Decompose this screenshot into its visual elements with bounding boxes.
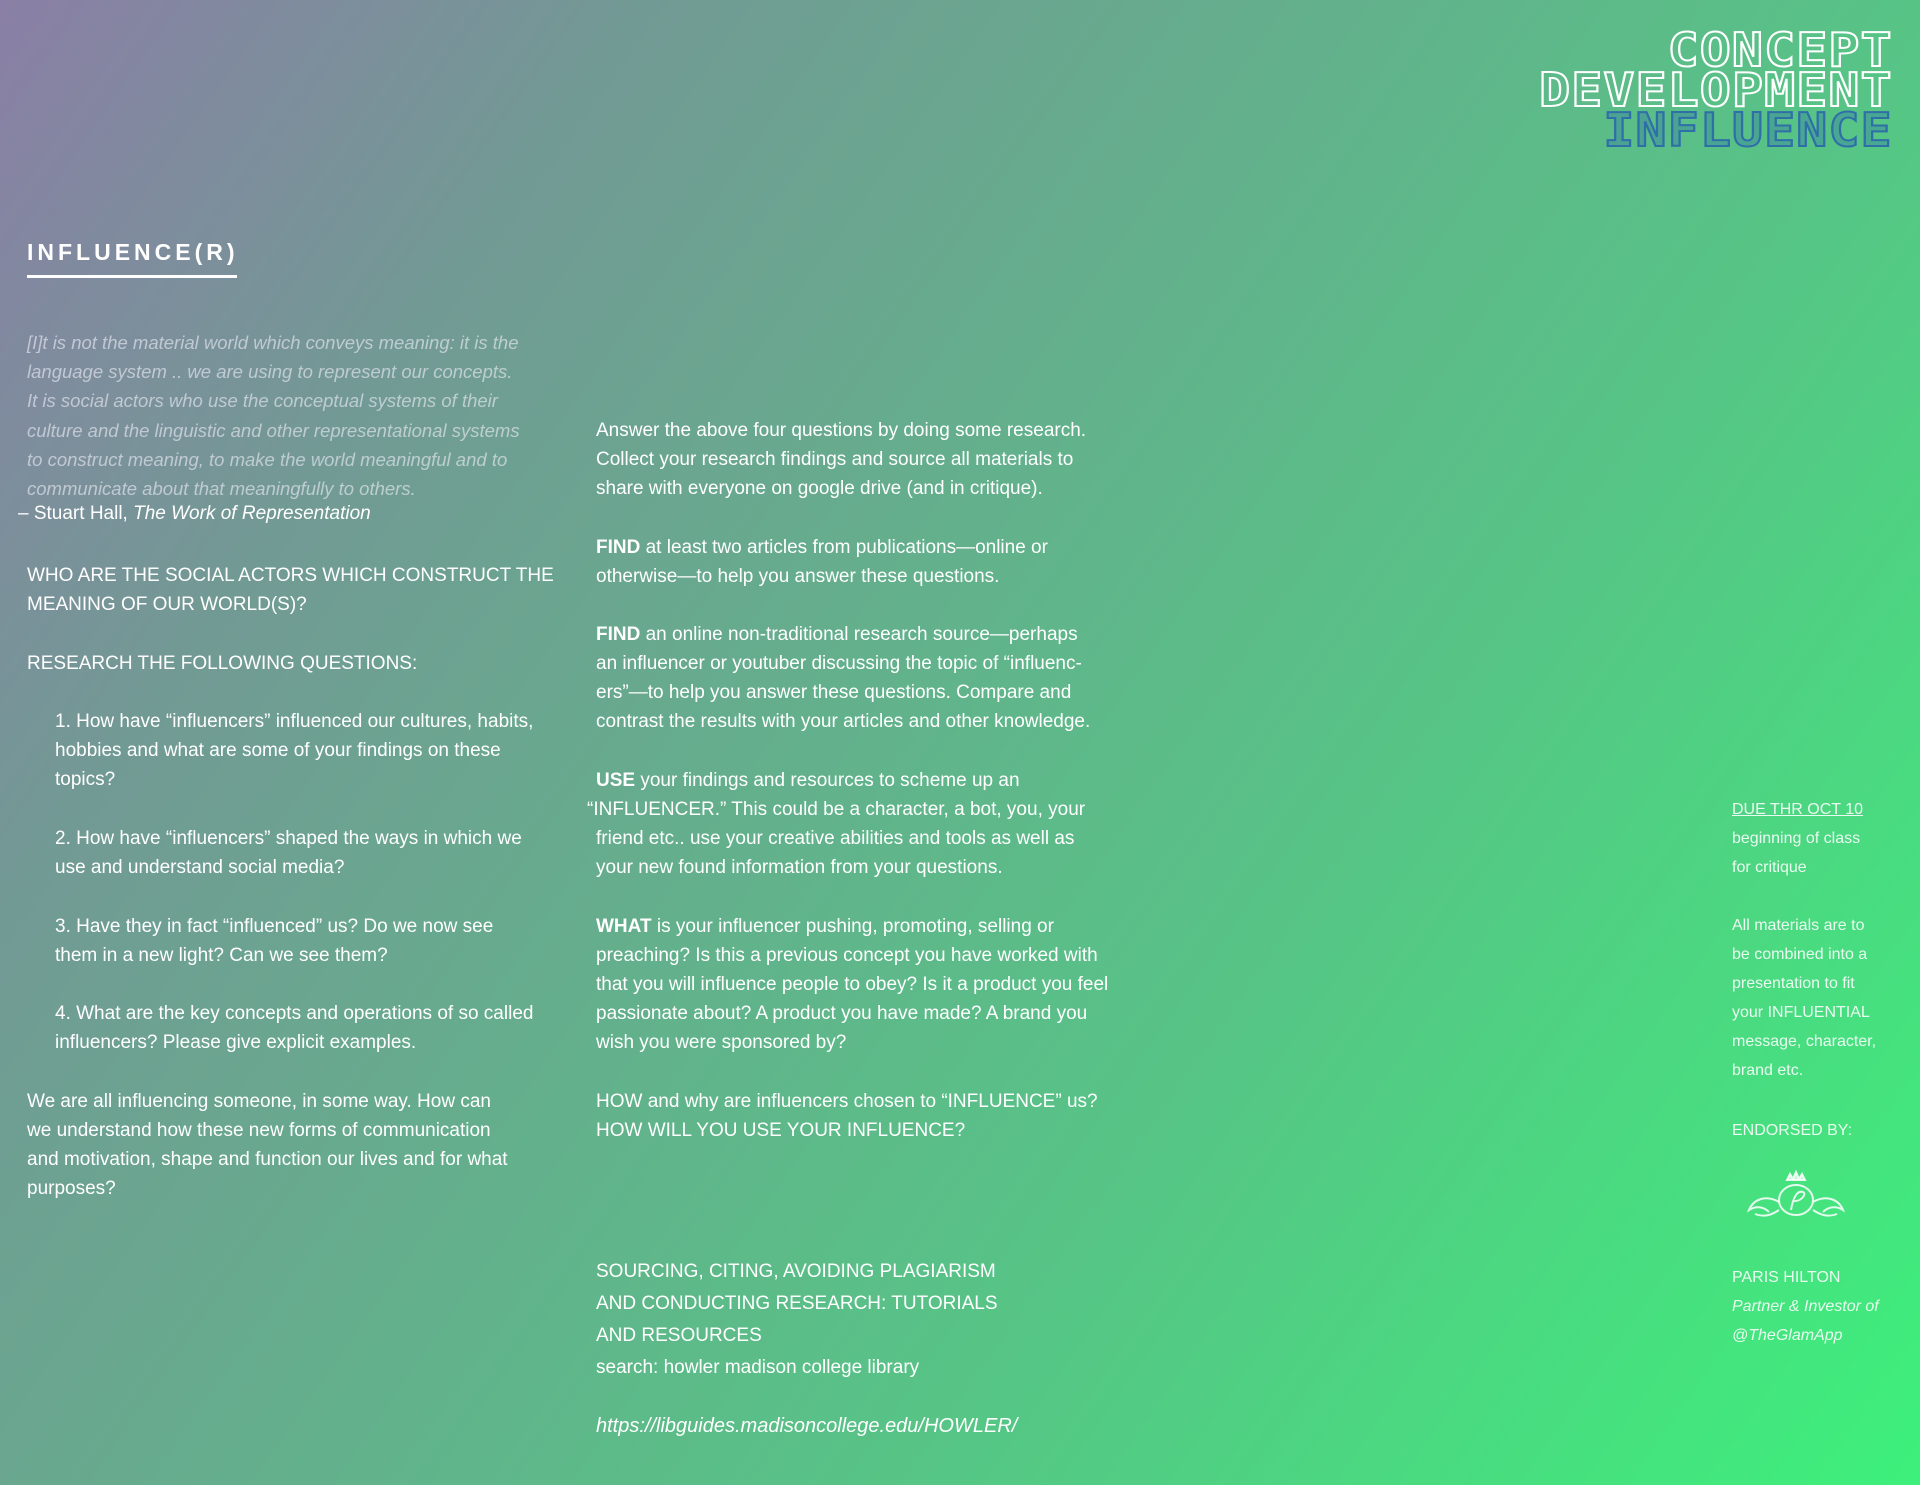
quote-attribution xyxy=(18,503,371,525)
closing-line: we understand how these new forms of communication xyxy=(27,1120,491,1141)
find-keyword: FIND xyxy=(596,537,641,558)
closing-line: and motivation, shape and function our lives and for what xyxy=(27,1149,508,1170)
sourcing-line: AND RESOURCES xyxy=(596,1325,762,1346)
how-paragraph xyxy=(596,1087,1156,1145)
title-influence: INFLUENCE xyxy=(1603,103,1893,157)
endorser-block xyxy=(1732,1263,1907,1350)
what-keyword: WHAT xyxy=(596,916,652,937)
paragraph-line: preaching? Is this a previous concept you have worked with xyxy=(596,945,1098,966)
paragraph-line: that you will influence people to obey? Is it a product you feel xyxy=(596,974,1109,995)
paragraph-line: contrast the results with your articles and other knowledge. xyxy=(596,711,1091,732)
use-paragraph xyxy=(587,766,1156,882)
endorsed-label: ENDORSED BY: xyxy=(1732,1122,1853,1139)
title-block xyxy=(1539,23,1893,157)
question-line: hobbies and what are some of your findings on these xyxy=(55,740,501,761)
question-2 xyxy=(55,824,575,882)
paragraph-line: otherwise—to help you answer these questions. xyxy=(596,566,1000,587)
crown-monogram-icon xyxy=(1735,1170,1855,1230)
question-line: them in a new light? Can we see them? xyxy=(55,945,388,966)
materials-note xyxy=(1732,911,1907,1085)
intro-line: Collect your research findings and source all materials to xyxy=(596,449,1074,470)
sourcing-heading xyxy=(596,1256,1156,1384)
search-hint: search: howler madison college library xyxy=(596,1357,920,1378)
endorser-handle: @TheGlamApp xyxy=(1732,1327,1843,1344)
paragraph-line: “INFLUENCER.” This could be a character, a bot, you, your xyxy=(587,799,1086,820)
due-detail-line: for critique xyxy=(1732,859,1807,876)
due-date: DUE THR OCT 10 xyxy=(1732,801,1863,818)
materials-line: All materials are to xyxy=(1732,917,1865,934)
paragraph-line: friend etc.. use your creative abilities and tools as well as xyxy=(596,828,1075,849)
paragraph-line: HOW WILL YOU USE YOUR INFLUENCE? xyxy=(596,1120,966,1141)
question-line: 2. How have “influencers” shaped the ways in which we xyxy=(55,828,522,849)
quote-line: [I]t is not the material world which conveys meaning: it is the xyxy=(27,332,519,353)
research-heading: RESEARCH THE FOLLOWING QUESTIONS: xyxy=(27,653,418,674)
quote-line: culture and the linguistic and other representational systems xyxy=(27,419,520,441)
title-concept: CONCEPT xyxy=(1668,23,1893,77)
paragraph-line: is your influencer pushing, promoting, selling or xyxy=(651,916,1054,937)
use-keyword: USE xyxy=(596,770,636,791)
endorser-name: PARIS HILTON xyxy=(1732,1269,1841,1286)
question-line: topics? xyxy=(55,769,116,790)
question-4 xyxy=(55,999,575,1057)
what-paragraph xyxy=(596,912,1156,1057)
intro-line: share with everyone on google drive (and in critique). xyxy=(596,478,1043,499)
materials-line: brand etc. xyxy=(1732,1062,1804,1079)
closing-paragraph xyxy=(27,1087,572,1203)
stuart-hall-quote xyxy=(27,328,567,503)
question-line: 3. Have they in fact “influenced” us? Do we now see xyxy=(55,916,494,937)
question-3 xyxy=(55,912,575,970)
question-line: 1. How have “influencers” influenced our cultures, habits, xyxy=(55,711,534,732)
paragraph-line: HOW and why are influencers chosen to “INFLUENCE” us? xyxy=(596,1091,1098,1112)
materials-line: your INFLUENTIAL xyxy=(1732,1004,1870,1021)
heading-underline xyxy=(27,275,237,278)
attribution-work: The Work of Representation xyxy=(133,503,371,524)
quote-line: communicate about that meaningfully to others. xyxy=(27,478,416,500)
materials-line: presentation to fit xyxy=(1732,975,1855,992)
find-keyword: FIND xyxy=(596,624,641,645)
quote-line: It is social actors who use the conceptual systems of their xyxy=(27,390,498,412)
main-question-line: MEANING OF OUR WORLD(S)? xyxy=(27,594,307,615)
paragraph-line: your new found information from your questions. xyxy=(596,857,1003,878)
howler-link[interactable]: https://libguides.madisoncollege.edu/HOWLER/ xyxy=(596,1415,1018,1437)
materials-line: message, character, xyxy=(1732,1033,1877,1050)
paragraph-line: passionate about? A product you have made? A brand you xyxy=(596,1003,1088,1024)
find-source-paragraph xyxy=(596,620,1156,736)
paragraph-line: an online non-traditional research source—perhaps xyxy=(640,624,1078,645)
intro-line: Answer the above four questions by doing some research. xyxy=(596,420,1087,441)
due-detail-line: beginning of class xyxy=(1732,830,1861,847)
section-heading: INFLUENCE(R) xyxy=(27,239,239,265)
sourcing-line: AND CONDUCTING RESEARCH: TUTORIALS xyxy=(596,1293,998,1314)
title-development: DEVELOPMENT xyxy=(1539,63,1893,117)
question-line: use and understand social media? xyxy=(55,857,345,878)
paragraph-line: an influencer or youtuber discussing the topic of “influenc- xyxy=(596,653,1082,674)
question-1 xyxy=(55,707,575,794)
quote-line: to construct meaning, to make the world meaningful and to xyxy=(27,448,508,470)
find-articles-paragraph xyxy=(596,533,1156,591)
closing-line: purposes? xyxy=(27,1178,116,1199)
paragraph-line: your findings and resources to scheme up an xyxy=(635,770,1020,791)
sourcing-line: SOURCING, CITING, AVOIDING PLAGIARISM xyxy=(596,1261,996,1282)
attribution-author: – Stuart Hall, xyxy=(18,503,134,524)
paragraph-line: at least two articles from publications—online or xyxy=(640,537,1048,558)
intro-paragraph xyxy=(596,416,1156,503)
quote-line: language system .. we are using to represent our concepts. xyxy=(27,361,513,383)
question-line: influencers? Please give explicit examples. xyxy=(55,1032,417,1053)
closing-line: We are all influencing someone, in some way. How can xyxy=(27,1091,491,1112)
endorser-role: Partner & Investor of xyxy=(1732,1298,1879,1315)
materials-line: be combined into a xyxy=(1732,946,1868,963)
main-question-line: WHO ARE THE SOCIAL ACTORS WHICH CONSTRUCT THE xyxy=(27,565,554,586)
paragraph-line: ers”—to help you answer these questions. Compare and xyxy=(596,682,1072,703)
paragraph-line: wish you were sponsored by? xyxy=(596,1032,847,1053)
main-question xyxy=(27,561,572,619)
due-block xyxy=(1732,795,1907,882)
question-line: 4. What are the key concepts and operations of so called xyxy=(55,1003,534,1024)
